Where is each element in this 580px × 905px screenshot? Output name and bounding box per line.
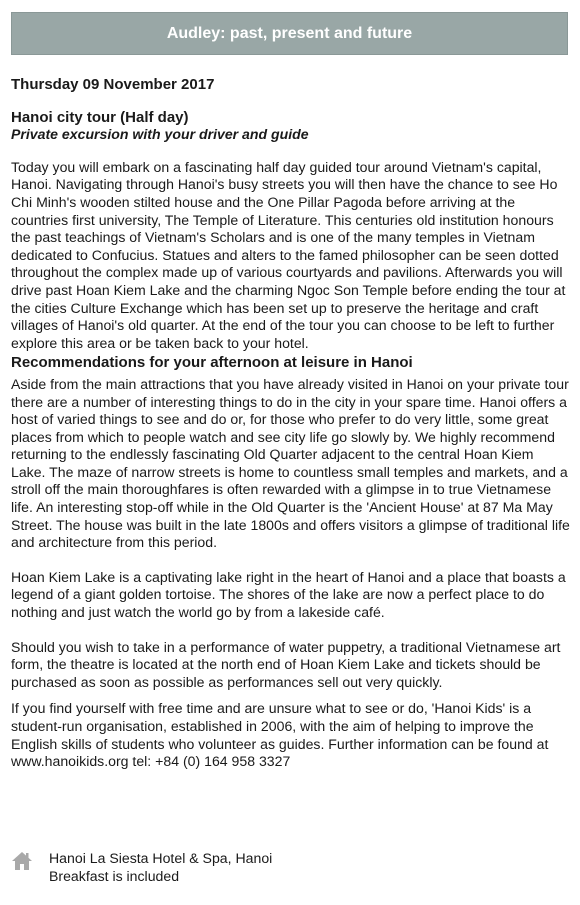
accommodation-block — [11, 850, 571, 886]
day-date: Thursday 09 November 2017 — [11, 76, 215, 93]
tour-description: Today you will embark on a fascinating half day guided tour around Vietnam's capital, Hanoi. Navigating through Hanoi's busy streets you will then have the chance to see Ho Chi Minh's wooden stilted house and the One Pillar Pagoda before arriving at the countries first university, The Temple of Literature. This centuries old institution honours the past teachings of Vietnam's Scholars and is one of the many temples in Vietnam dedicated to Confucius. Statues and alters to the famed philosopher can be seen dotted throughout the complex made up of various courtyards and pavilions. Afterwards you will drive past Hoan Kiem Lake and the charming Ngoc Son Temple before ending the tour at the cities Culture Exchange which has been set up to preserve the heritage and craft villages of Hanoi's old quarter. At the end of the tour you can choose to be left to further explore this area or be taken back to your hotel. — [11, 158, 566, 351]
recommendations-paragraph-hanoi-kids: If you find yourself with free time and are unsure what to see or do, 'Hanoi Kids' is a student-run organisation, established in 2006, with the aim of helping to improve the English skills of students who volunteer as guides. Further information can be found at www.hanoikids.org tel: +84 (0) 164 958 3327 — [11, 700, 549, 770]
meal-plan: Breakfast is included — [49, 867, 180, 884]
header-title: Audley: past, present and future — [166, 24, 413, 42]
tour-title: Hanoi city tour (Half day) — [11, 108, 189, 126]
recommendations-heading: Recommendations for your afternoon at leisure in Hanoi — [11, 354, 413, 372]
recommendations-paragraph-old-quarter: Aside from the main attractions that you have already visited in Hanoi on your private tour there are a number of interesting things to do in the city in your spare time. Hanoi offers a host of varied things to see and do or, for those who prefer to do very little, some great places from which to people watch and see city life go slowly by. We highly recommend returning to the endlessly fascinating Old Quarter adjacent to the central Hoan Kiem Lake. The maze of narrow streets is home to countless small temples and markets, and a stroll off the main thoroughfares is often rewarded with a glimpse in to true Vietnamese life. An interesting stop-off while in the Old Quarter is the 'Ancient House' at 87 Ma May Street. The house was built in the late 1800s and offers visitors a glimpse of traditional life and architecture from this period. — [11, 375, 570, 551]
accommodation-details — [49, 850, 272, 885]
hotel-name: Hanoi La Siesta Hotel & Spa, Hanoi — [49, 850, 273, 866]
recommendations-paragraph-lake: Hoan Kiem Lake is a captivating lake right in the heart of Hanoi and a place that boasts a legend of a giant golden tortoise. The shores of the lake are now a perfect place to do nothing and just watch the world go by from a lakeside café. — [11, 568, 566, 621]
tour-subtitle: Private excursion with your driver and guide — [11, 126, 309, 143]
recommendations-paragraph-puppetry: Should you wish to take in a performance of water puppetry, a traditional Vietnamese art form, the theatre is located at the north end of Hoan Kiem Lake and tickets should be purchased as soon as possible as performances sell out very quickly. — [11, 638, 561, 690]
house-icon — [11, 850, 33, 872]
page-header-banner — [11, 12, 568, 55]
day-itinerary — [11, 76, 571, 771]
